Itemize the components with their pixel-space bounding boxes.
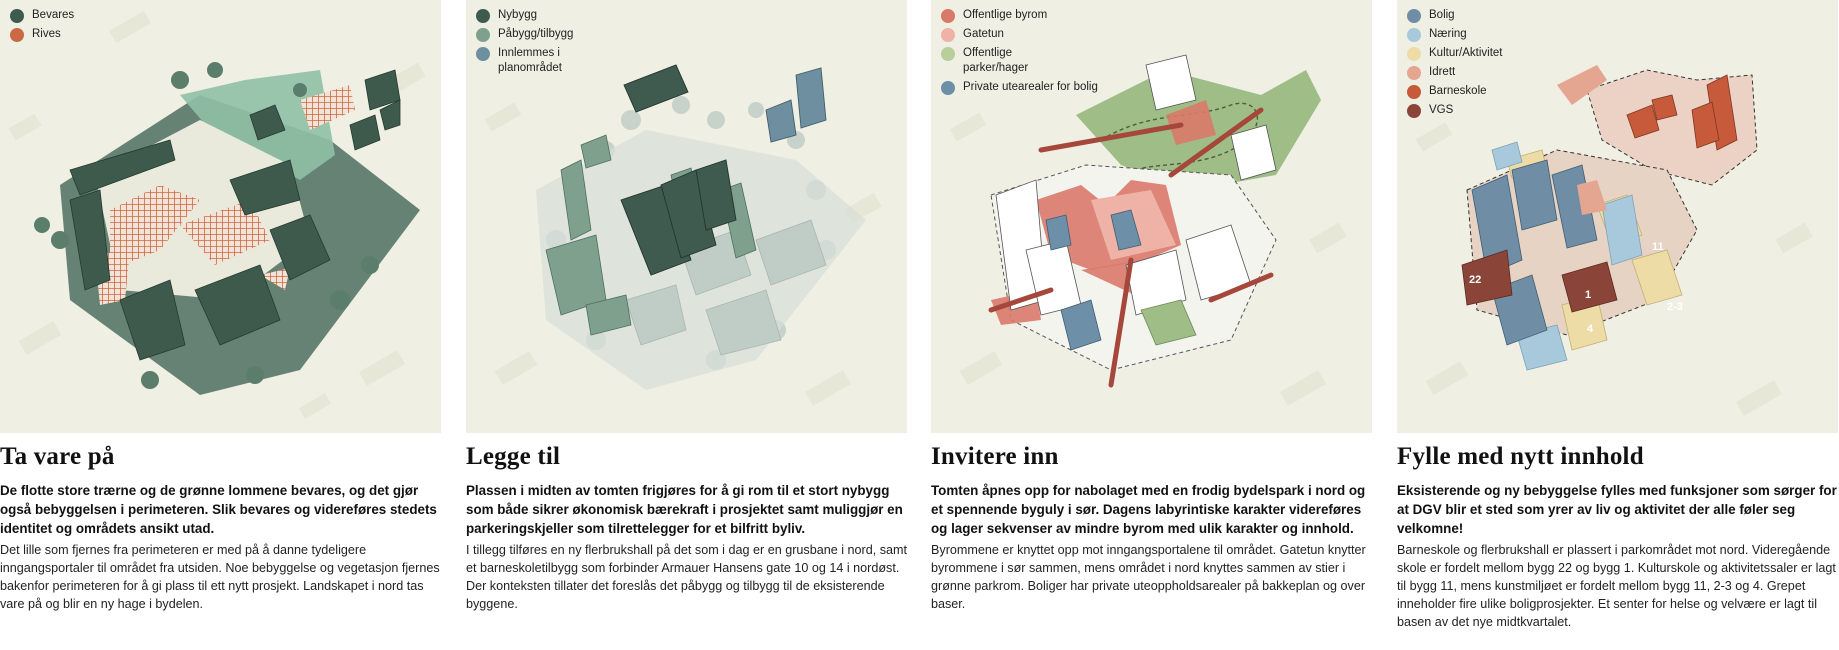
legend	[10, 8, 74, 46]
legend-item	[476, 46, 608, 76]
panel-title: Ta vare på	[0, 443, 115, 470]
legend-swatch	[476, 28, 490, 42]
legend-swatch	[1407, 28, 1421, 42]
legend-swatch	[10, 9, 24, 23]
legend-label: Bevares	[32, 9, 75, 21]
panel-title: Fylle med nytt innhold	[1397, 443, 1644, 470]
legend-swatch	[1407, 85, 1421, 99]
map-bevares-rives	[0, 0, 441, 433]
legend-item	[1407, 8, 1503, 23]
legend-swatch	[10, 28, 24, 42]
legend-swatch	[941, 47, 955, 61]
panel-title: Invitere inn	[931, 443, 1059, 470]
panel-body: Byrommene er knyttet opp mot inngangsportalene til området. Gatetun knytter byrommene i sør sammen, mens området i nord knyttes sammen av stier i grønne parkrom. Boliger har private uteoppholdsarealer på bakkeplan og over baser.	[931, 543, 1366, 611]
legend-label: VGS	[1429, 104, 1454, 116]
legend-item	[10, 27, 74, 42]
legend	[476, 8, 608, 80]
legend-label: Påbygg/tilbygg	[498, 28, 574, 40]
panel-invitere-inn	[931, 0, 1372, 650]
legend-label: Gatetun	[963, 28, 1004, 40]
map-funksjoner	[1397, 0, 1838, 433]
panel-body: I tillegg tilføres en ny flerbrukshall på det som i dag er en grusbane i nord, samt et barneskoletilbygg som forbinder Armauer Hansens gate 10 og 14 i nordøst. Der konteksten tillater det foreslås det påbygg og tilbygg til de eksisterende byggene.	[466, 543, 908, 611]
legend	[941, 8, 1098, 99]
legend-label: Idrett	[1429, 66, 1456, 78]
legend-label: Kultur/Aktivitet	[1429, 47, 1503, 59]
building-label-22: 22	[1469, 274, 1482, 286]
map-byrom	[931, 0, 1372, 433]
legend-swatch	[941, 81, 955, 95]
legend-swatch	[1407, 104, 1421, 118]
legend-item	[476, 8, 608, 23]
legend-swatch	[476, 47, 490, 61]
legend-label: Private utearealer for bolig	[963, 81, 1098, 93]
panel-lead: Eksisterende og ny bebyggelse fylles med funksjoner som sørger for at DGV blir et sted som yrer av liv og aktivitet der alle føler seg velkomne!	[1397, 483, 1837, 536]
legend-item	[941, 80, 1098, 95]
legend-swatch	[1407, 66, 1421, 80]
legend-label: Innlemmes i planområdet	[498, 47, 562, 74]
legend-swatch	[1407, 47, 1421, 61]
building-label-2-3: 2-3	[1667, 301, 1683, 313]
panel-lead: Tomten åpnes opp for nabolaget med en frodig bydelspark i nord og et spennende byguly i sør. Dagens labyrintiske karakter videreføres og lager sekvenser av mindre byrom med ulik karakter og innhold.	[931, 483, 1366, 536]
legend-item	[1407, 103, 1503, 118]
building-label-4: 4	[1587, 323, 1594, 335]
legend-label: Rives	[32, 28, 61, 40]
legend-item	[10, 8, 74, 23]
legend-item	[1407, 84, 1503, 99]
panel-lead: De flotte store trærne og de grønne lommene bevares, og det gjør også bebyggelsen i perimeteren. Slik bevares og videreføres stedets identitet og områdets ansikt utad.	[0, 483, 437, 536]
legend-swatch	[476, 9, 490, 23]
legend-swatch	[941, 28, 955, 42]
map-nybygg	[466, 0, 907, 433]
panel-lead: Plassen i midten av tomten frigjøres for å gi rom til et stort nybygg som både sikrer økonomisk bærekraft i prosjektet samt muliggjør en parkeringskjeller som tilrettelegger for et bilfritt byliv.	[466, 483, 903, 536]
legend-label: Nybygg	[498, 9, 537, 21]
legend-item	[1407, 46, 1503, 61]
panel-fylle-med-nytt-innhold	[1397, 0, 1838, 650]
legend-label: Barneskole	[1429, 85, 1487, 97]
legend-label: Næring	[1429, 28, 1467, 40]
panel-body: Barneskole og flerbrukshall er plassert i parkområdet mot nord. Videregående skole er fordelt mellom bygg 22 og bygg 1. Kulturskole og aktivitetssaler er lagt til bygg 11, mens kunstmiljøet er fordelt mellom bygg 11, 2-3 og 4. Grepet inneholder fire ulike boligprosjekter. Et senter for helse og velvære er lagt til basen av det nye midtkvartalet.	[1397, 543, 1836, 629]
legend	[1407, 8, 1503, 122]
site-diagram-1	[0, 0, 441, 433]
building-label-11: 11	[1652, 241, 1664, 253]
legend-swatch	[1407, 9, 1421, 23]
legend-label: Offentlige parker/hager	[963, 47, 1029, 74]
panel-legge-til	[466, 0, 907, 650]
included-buildings	[766, 68, 826, 142]
building-label-1: 1	[1585, 289, 1592, 301]
legend-label: Offentlige byrom	[963, 9, 1048, 21]
legend-item	[1407, 27, 1503, 42]
legend-item	[941, 8, 1098, 23]
legend-item	[476, 27, 608, 42]
panel-body: Det lille som fjernes fra perimeteren er med på å danne tydeligere inngangsportaler til området fra utsiden. Noe bebyggelse og vegetasjon fjernes bakenfor perimeteren for å gi plass til ett nytt prosjekt. Landskapet i nord tas vare på og blir en ny hage i bydelen.	[0, 543, 440, 611]
legend-item	[941, 46, 1098, 76]
panel-title: Legge til	[466, 443, 561, 470]
panel-ta-vare-pa	[0, 0, 441, 650]
legend-label: Bolig	[1429, 9, 1455, 21]
legend-item	[1407, 65, 1503, 80]
legend-item	[941, 27, 1098, 42]
legend-swatch	[941, 9, 955, 23]
